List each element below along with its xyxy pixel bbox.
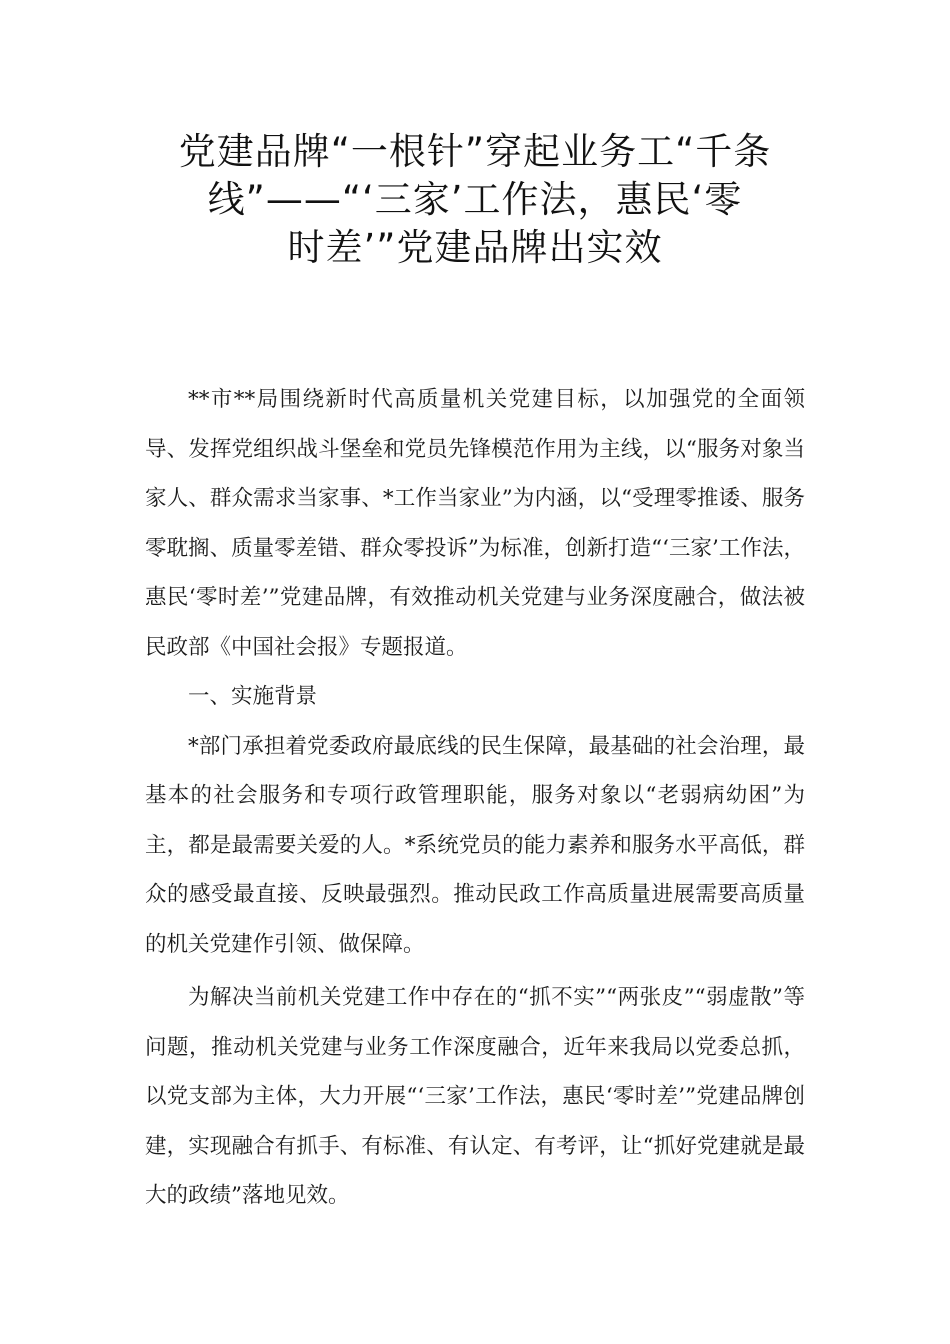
document-title [130,128,820,272]
document-body [145,375,805,1221]
title-line: 党建品牌“一根针”穿起业务工“千条 [178,130,772,173]
background-paragraph: *部门承担着党委政府最底线的民生保障，最基础的社会治理，最基本的社会服务和专项行政管理职能，服务对象以“老弱病幼困”为主，都是最需要关爱的人。*系统党员的能力素养和服务水平高低，群众的感受最直接、反映最强烈。推动民政工作高质量进展需要高质量的机关党建作引领、做保障。 [145,733,805,957]
intro-paragraph: **市**局围绕新时代高质量机关党建目标，以加强党的全面领导、发挥党组织战斗堡垒和党员先锋模范作用为主线，以“服务对象当家人、群众需求当家事、*工作当家业”为内涵，以“受理零推诿、服务零耽搁、质量零差错、群众零投诉”为标准，创新打造“‘三家’工作法，惠民‘零时差’”党建品牌，有效推动机关党建与业务深度融合，做法被民政部《中国社会报》专题报道。 [145,387,805,660]
solution-paragraph: 为解决当前机关党建工作中存在的“抓不实”“两张皮”“弱虚散”等问题，推动机关党建与业务工作深度融合，近年来我局以党委总抓，以党支部为主体，大力开展“‘三家’工作法，惠民‘零时差’”党建品牌创建，实现融合有抓手、有标准、有认定、有考评，让“抓好党建就是最大的政绩”落地见效。 [145,985,805,1208]
title-line: 线”——“‘三家’工作法，惠民‘零 [207,178,743,221]
title-line: 时差’”党建品牌出实效 [287,226,663,269]
section-heading: 一、实施背景 [188,684,318,709]
